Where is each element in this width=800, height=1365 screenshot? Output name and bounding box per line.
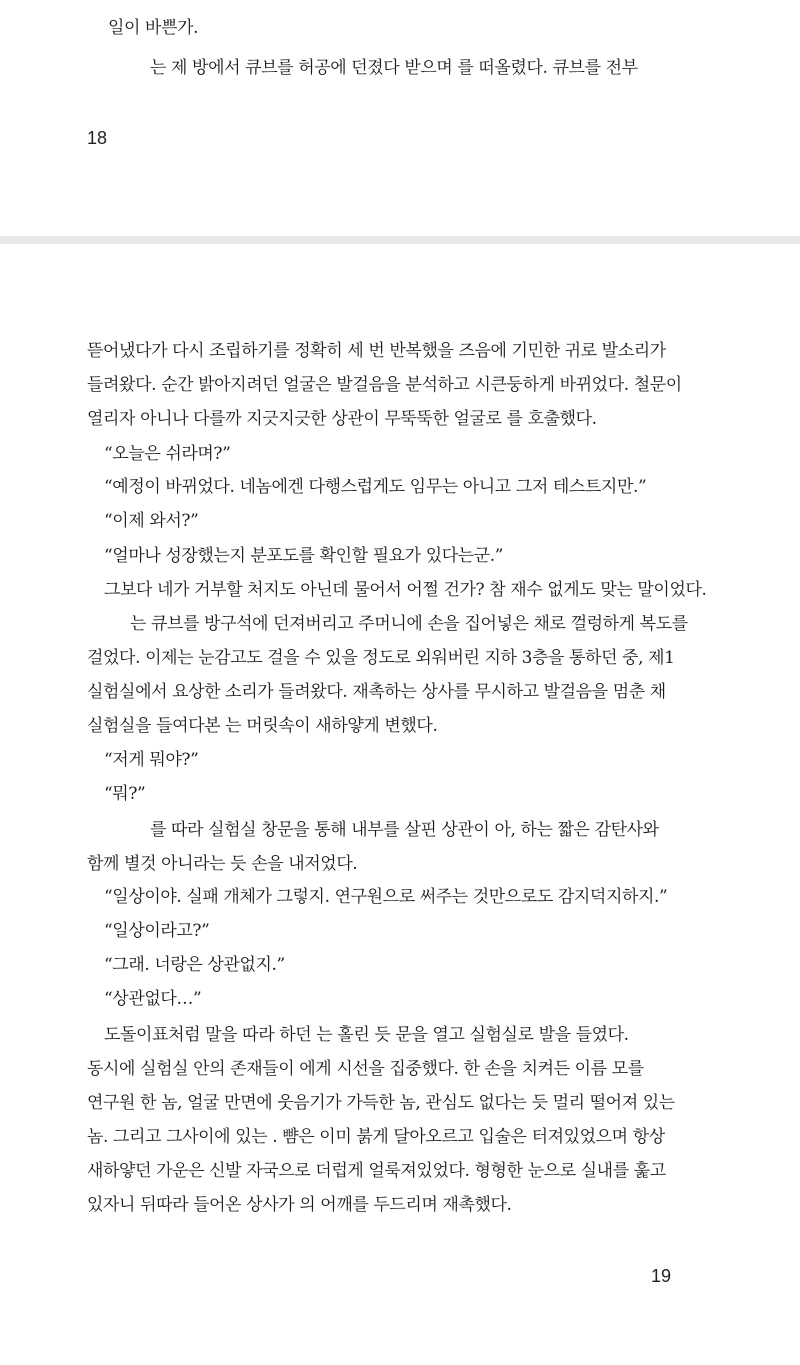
text-line: 도돌이표처럼 말을 따라 하던 는 홀린 듯 문을 열고 실험실로 발을 들였다. xyxy=(104,1025,629,1045)
text-line: 는 큐브를 방구석에 던져버리고 주머니에 손을 집어넣은 채로 껄렁하게 복도를 xyxy=(130,614,688,634)
book-page-19 xyxy=(0,244,800,1365)
text-line: 일이 바쁜가. xyxy=(108,18,199,38)
text-line: “일상이야. 실패 개체가 그렇지. 연구원으로 써주는 것만으로도 감지덕지하지.” xyxy=(104,887,668,907)
page-number: 18 xyxy=(87,128,108,148)
text-line: “일상이라고?” xyxy=(104,921,210,941)
text-line: 열리자 아니나 다를까 지긋지긋한 상관이 무뚝뚝한 얼굴로 를 호출했다. xyxy=(87,409,597,429)
text-line: “뭐?” xyxy=(104,784,146,804)
text-line: “그래. 너랑은 상관없지.” xyxy=(104,955,285,975)
text-line: 연구원 한 놈, 얼굴 만면에 웃음기가 가득한 놈, 관심도 없다는 듯 멀리 떨어져 있는 xyxy=(87,1093,675,1113)
text-line: 동시에 실험실 안의 존재들이 에게 시선을 집중했다. 한 손을 치켜든 이름 모를 xyxy=(87,1059,644,1079)
text-line: “저게 뭐야?” xyxy=(104,750,199,770)
page-separator xyxy=(0,236,800,244)
page-number: 19 xyxy=(651,1266,672,1286)
text-line: 있자니 뒤따라 들어온 상사가 의 어깨를 두드리며 재촉했다. xyxy=(87,1195,512,1215)
text-line: “얼마나 성장했는지 분포도를 확인할 필요가 있다는군.” xyxy=(104,546,504,566)
text-line: 뜯어냈다가 다시 조립하기를 정확히 세 번 반복했을 즈음에 기민한 귀로 발소리가 xyxy=(87,341,666,361)
text-line: 실험실에서 요상한 소리가 들려왔다. 재촉하는 상사를 무시하고 발걸음을 멈춘 채 xyxy=(87,682,666,702)
text-line: 놈. 그리고 그사이에 있는 . 뺨은 이미 붉게 달아오르고 입술은 터져있었으며 항상 xyxy=(87,1127,665,1147)
text-line: 함께 별것 아니라는 듯 손을 내저었다. xyxy=(87,854,358,874)
text-line: 는 제 방에서 큐브를 허공에 던졌다 받으며 를 떠올렸다. 큐브를 전부 xyxy=(150,58,638,78)
text-line: 를 따라 실험실 창문을 통해 내부를 살핀 상관이 아, 하는 짧은 감탄사와 xyxy=(150,820,659,840)
text-line: “오늘은 쉬라며?” xyxy=(104,444,231,464)
text-line: 걸었다. 이제는 눈감고도 걸을 수 있을 정도로 외워버린 지하 3층을 통하던 중, 제1 xyxy=(87,648,675,668)
text-line: “이제 와서?” xyxy=(104,511,199,531)
text-line: 실험실을 들여다본 는 머릿속이 새하얗게 변했다. xyxy=(87,716,438,736)
text-line: “상관없다…” xyxy=(104,989,202,1009)
text-line: 들려왔다. 순간 밝아지려던 얼굴은 발걸음을 분석하고 시큰둥하게 바뀌었다. 철문이 xyxy=(87,375,682,395)
text-line: 새하얗던 가운은 신발 자국으로 더럽게 얼룩져있었다. 형형한 눈으로 실내를 훑고 xyxy=(87,1161,666,1181)
book-page-18 xyxy=(0,0,800,236)
text-line: 그보다 네가 거부할 처지도 아닌데 물어서 어쩔 건가? 참 재수 없게도 맞는 말이었다. xyxy=(104,580,707,600)
text-line: “예정이 바뀌었다. 네놈에겐 다행스럽게도 임무는 아니고 그저 테스트지만.” xyxy=(104,477,647,497)
